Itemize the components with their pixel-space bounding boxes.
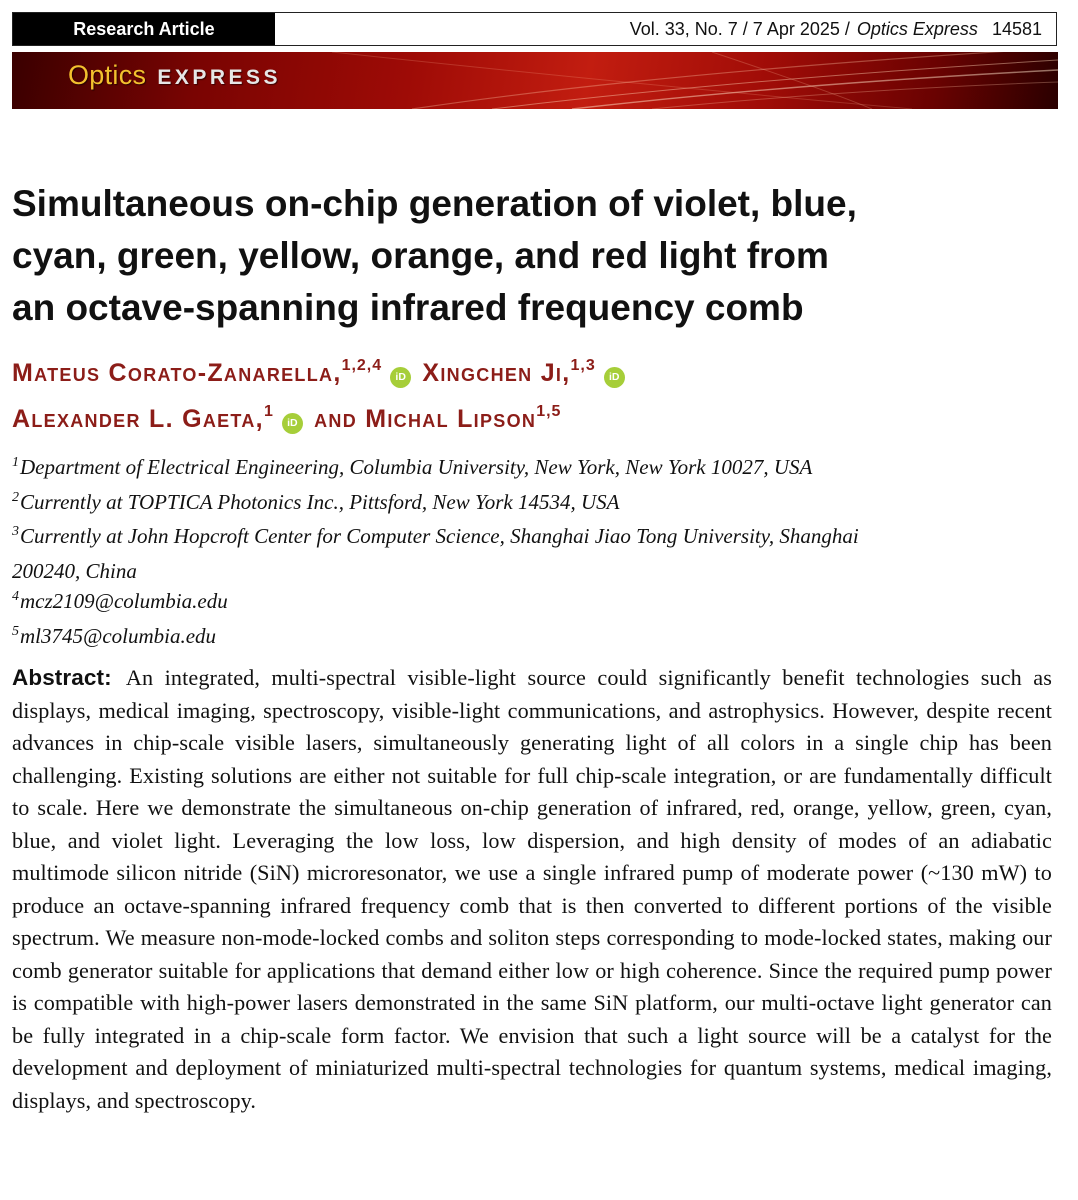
affiliation-number: 1 — [12, 455, 19, 470]
author-name: Michal Lipson — [365, 405, 537, 433]
author-connector: and — [314, 405, 357, 433]
affiliation-continuation: 200240, China — [12, 558, 137, 583]
orcid-icon[interactable]: iD — [282, 413, 303, 434]
author-affiliation-marks: 1,5 — [536, 403, 562, 420]
affiliation-text: Currently at John Hopcroft Center for Computer Science, Shanghai Jiao Tong University, Shanghai — [20, 524, 859, 548]
optics-express-logo — [68, 60, 281, 91]
article-type-label: Research Article — [13, 13, 275, 45]
affiliation — [12, 521, 1062, 556]
logo-optics-text: Optics — [68, 60, 147, 90]
affiliation-number: 5 — [12, 623, 19, 639]
author-list — [12, 352, 1062, 444]
author-line — [12, 398, 1062, 444]
page-number: 14581 — [991, 18, 1042, 39]
affiliation-list — [12, 452, 1062, 655]
title-line: an octave-spanning infrared frequency comb — [12, 287, 804, 328]
affiliation-number: 2 — [12, 489, 19, 505]
affiliation — [12, 586, 1062, 621]
orcid-icon[interactable]: iD — [604, 367, 625, 388]
title-line: Simultaneous on-chip generation of violet, blue, — [12, 183, 857, 224]
title-line: cyan, green, yellow, orange, and red light from — [12, 235, 829, 276]
affiliation-text: Currently at TOPTICA Photonics Inc., Pittsford, New York 14534, USA — [20, 489, 620, 514]
affiliation-text: Department of Electrical Engineering, Columbia University, New York, New York 10027, USA — [20, 455, 813, 479]
abstract-text: An integrated, multi-spectral visible-light source could significantly benefit technologies such as displays, medical imaging, spectroscopy, visible-light communications, and astrophysics. However, despite recent advances in chip-scale visible lasers, simultaneously generating light of all colors in a single chip has been challenging. Existing solutions are either not suitable for full chip-scale integration, or are fundamentally difficult to scale. Here we demonstrate the simultaneous on-chip generation of infrared, red, orange, yellow, green, cyan, blue, and violet light. Leveraging the low loss, low dispersion, and high density of modes of an adiabatic multimode silicon nitride (SiN) microresonator, we use a single infrared pump of moderate power (~130 mW) to produce an octave-spanning infrared frequency comb that is then converted to different portions of the visible spectrum. We measure non-mode-locked combs and soliton steps corresponding to mode-locked states, making our comb generator suitable for applications that demand either low or high coherence. Since the required pump power is compatible with high-power lasers demonstrated in the same SiN platform, our multi-octave light generator can be fully integrated in a chip-scale form factor. We envision that such a light source will be a catalyst for the development and deployment of miniaturized multi-spectral technologies for quantum systems, medical imaging, displays, and spectroscopy. — [12, 665, 1052, 1113]
author-email[interactable]: ml3745@columbia.edu — [20, 623, 217, 648]
author-name: Xingchen Ji, — [422, 359, 571, 387]
orcid-icon[interactable]: iD — [390, 367, 411, 388]
author-name: Alexander L. Gaeta, — [12, 405, 264, 433]
affiliation — [12, 452, 1062, 487]
author-affiliation-marks: 1,3 — [570, 357, 596, 374]
author-email[interactable]: mcz2109@columbia.edu — [20, 589, 228, 613]
affiliation-number: 4 — [12, 589, 19, 604]
author-name: Mateus Corato-Zanarella, — [12, 359, 342, 387]
logo-express-text: EXPRESS — [157, 66, 282, 89]
author-line — [12, 352, 1062, 398]
paper-title — [12, 178, 1062, 334]
author-affiliation-marks: 1 — [263, 403, 274, 420]
affiliation — [12, 621, 1062, 656]
journal-name: Optics Express — [856, 18, 978, 39]
volume-issue-date: Vol. 33, No. 7 / 7 Apr 2025 / — [629, 18, 850, 39]
affiliation-number: 3 — [12, 524, 19, 539]
journal-banner — [12, 52, 1058, 109]
abstract-label: Abstract: — [12, 665, 112, 690]
journal-header — [12, 12, 1057, 46]
affiliation — [12, 487, 1062, 522]
abstract — [12, 662, 1052, 1117]
author-affiliation-marks: 1,2,4 — [341, 357, 383, 374]
citation-info — [275, 13, 1056, 45]
